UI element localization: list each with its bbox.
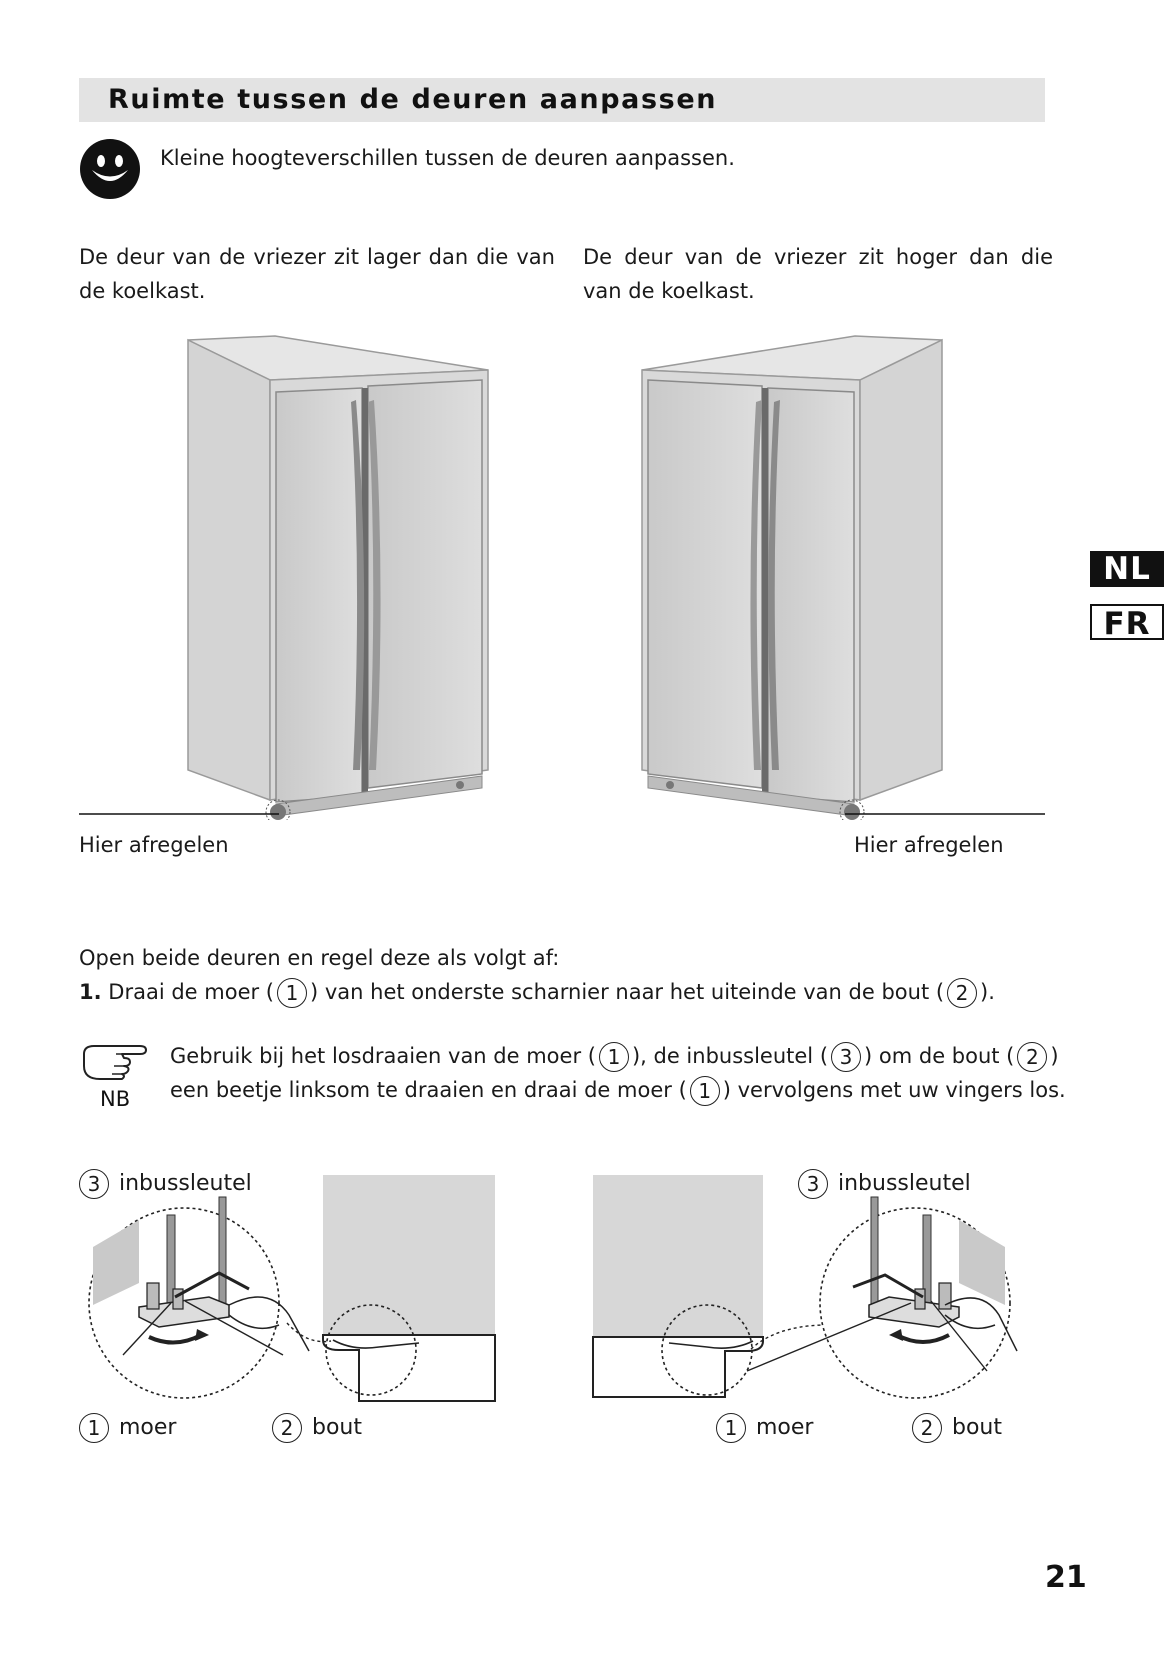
case-left-text: De deur van de vriezer zit lager dan die van de koelkast. [79, 245, 555, 303]
section-title: Ruimte tussen de deuren aanpassen [108, 84, 718, 115]
fridge-right-baseline [845, 812, 1045, 816]
callout-bolt-right: 2 bout [912, 1412, 1002, 1444]
callout-nut-left: 1 moer [79, 1412, 176, 1444]
pointing-hand-icon [80, 1040, 152, 1084]
marker-nut: 1 [277, 978, 307, 1008]
page-number: 21 [1045, 1560, 1087, 1595]
case-left-caption: Hier afregelen [79, 833, 229, 857]
instructions-intro: Open beide deuren en regel deze als volgt af: [79, 946, 560, 970]
marker-nut: 1 [599, 1042, 629, 1072]
note-line-1: Gebruik bij het losdraaien van de moer ( 1 ), de inbussleutel ( 3 ) om de bout ( 2 ) [170, 1039, 1059, 1073]
case-right-caption: Hier afregelen [854, 833, 1004, 857]
marker-allen-key: 3 [831, 1042, 861, 1072]
case-right-text: De deur van de vriezer zit hoger dan die van de koelkast. [583, 245, 1053, 303]
language-tab-fr[interactable]: FR [1090, 604, 1164, 640]
hinge-diagram-right [585, 1175, 1045, 1425]
note-line-2: een beetje linksom te draaien en draai de moer ( 1 ) vervolgens met uw vingers los. [170, 1073, 1066, 1107]
step-number: 1. [79, 980, 102, 1004]
callout-bolt-left: 2 bout [272, 1412, 362, 1444]
fridge-illustration-left [170, 330, 500, 820]
hinge-diagram-left [79, 1175, 509, 1425]
instruction-step-1: 1. Draai de moer ( 1 ) van het onderste scharnier naar het uiteinde van de bout ( 2 ). [79, 975, 995, 1009]
marker-bolt: 2 [1017, 1042, 1047, 1072]
fridge-illustration-right [630, 330, 960, 820]
smiley-icon [79, 138, 141, 200]
note-label: NB [100, 1087, 131, 1111]
callout-nut-right: 1 moer [716, 1412, 813, 1444]
tip-text: Kleine hoogteverschillen tussen de deuren aanpassen. [160, 146, 735, 170]
language-tab-nl[interactable]: NL [1090, 551, 1164, 587]
callout-allen-key-left: 3 inbussleutel [79, 1168, 252, 1200]
marker-bolt: 2 [947, 978, 977, 1008]
fridge-left-baseline [79, 812, 279, 816]
marker-nut: 1 [690, 1076, 720, 1106]
callout-allen-key-right: 3 inbussleutel [798, 1168, 971, 1200]
